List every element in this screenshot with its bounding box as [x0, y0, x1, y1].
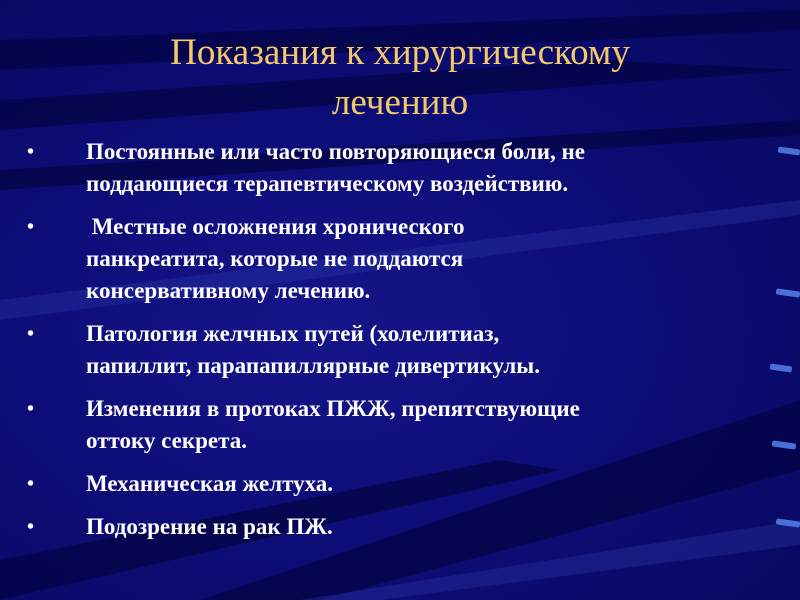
bullet-icon: • [27, 473, 35, 495]
bullet-line: Патология желчных путей (холелитиаз, [86, 321, 500, 346]
bullet-item [0, 136, 766, 200]
bullet-line: оттоку секрета. [86, 428, 247, 453]
slide-title [100, 28, 700, 128]
bullet-item [0, 393, 766, 457]
bullet-line: Местные осложнения хронического [86, 214, 465, 239]
bullet-icon: • [27, 398, 35, 420]
bullet-icon: • [27, 323, 35, 345]
bullet-line: Изменения в протоках ПЖЖ, препятствующие [86, 396, 580, 421]
bullet-line: Механическая желтуха. [86, 471, 334, 496]
bullet-item [0, 468, 766, 500]
bullet-item [0, 511, 766, 543]
bullet-item [0, 211, 766, 307]
bullet-line: консервативному лечению. [86, 278, 371, 303]
bullet-item [0, 318, 766, 382]
slide-title-line: лечению [331, 82, 469, 123]
bullet-line: папиллит, парапапиллярные дивертикулы. [86, 353, 541, 378]
bullet-line: поддающиеся терапевтическому воздействию. [86, 171, 569, 196]
bullet-icon: • [27, 141, 35, 163]
bullet-list [0, 136, 800, 554]
bullet-icon: • [27, 516, 35, 538]
bullet-icon: • [27, 216, 35, 238]
slide-title-line: Показания к хирургическому [170, 32, 630, 73]
bullet-line: Постоянные или часто повторяющиеся боли, не [86, 139, 586, 164]
bullet-line: панкреатита, которые не поддаются [86, 246, 464, 271]
bullet-line: Подозрение на рак ПЖ. [86, 514, 333, 539]
